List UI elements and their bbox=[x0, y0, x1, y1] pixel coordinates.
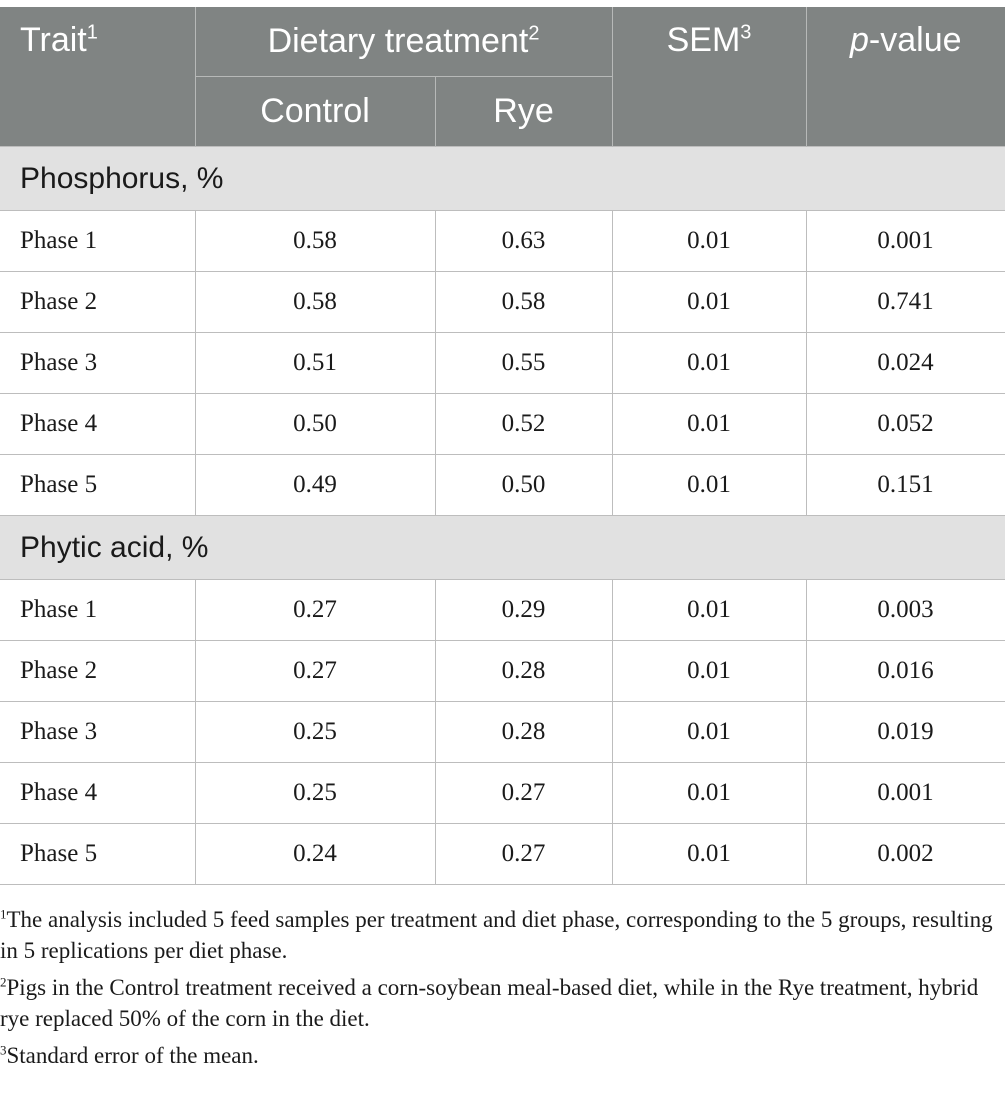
trait-cell: Phase 5 bbox=[0, 455, 195, 516]
control-cell: 0.25 bbox=[195, 702, 435, 763]
sem-cell: 0.01 bbox=[612, 455, 806, 516]
section-title: Phytic acid, % bbox=[0, 516, 1005, 580]
p-value-cell: 0.001 bbox=[806, 763, 1005, 824]
sem-cell: 0.01 bbox=[612, 763, 806, 824]
data-table bbox=[0, 7, 1005, 885]
rye-cell: 0.50 bbox=[435, 455, 612, 516]
rye-cell: 0.28 bbox=[435, 702, 612, 763]
sem-cell: 0.01 bbox=[612, 394, 806, 455]
footnotes bbox=[0, 904, 1000, 1077]
table-row bbox=[0, 580, 1005, 641]
rye-cell: 0.55 bbox=[435, 333, 612, 394]
control-cell: 0.27 bbox=[195, 580, 435, 641]
table-row bbox=[0, 763, 1005, 824]
p-value-cell: 0.151 bbox=[806, 455, 1005, 516]
footnote-1: $^1$The analysis included 5 feed samples per treatment and diet phase, corresponding to the 5 groups, resulting in 5 replications per diet phase. bbox=[0, 906, 993, 963]
control-cell: 0.25 bbox=[195, 763, 435, 824]
sem-cell: 0.01 bbox=[612, 641, 806, 702]
trait-cell: Phase 4 bbox=[0, 394, 195, 455]
table-row bbox=[0, 333, 1005, 394]
table-header bbox=[0, 7, 1005, 147]
section-title: Phosphorus, % bbox=[0, 147, 1005, 211]
p-value-cell: 0.001 bbox=[806, 211, 1005, 272]
rye-cell: 0.52 bbox=[435, 394, 612, 455]
footnote-2: $^2$Pigs in the Control treatment received a corn-soybean meal-based diet, while in the Rye treatment, hybrid rye replaced 50% of the corn in the diet. bbox=[0, 974, 979, 1031]
section-row bbox=[0, 516, 1005, 580]
p-value-cell: 0.016 bbox=[806, 641, 1005, 702]
trait-cell: Phase 3 bbox=[0, 702, 195, 763]
p-value-cell: 0.741 bbox=[806, 272, 1005, 333]
table-row bbox=[0, 394, 1005, 455]
trait-cell: Phase 2 bbox=[0, 641, 195, 702]
control-column-header: Control bbox=[195, 77, 435, 147]
section-row bbox=[0, 147, 1005, 211]
sem-cell: 0.01 bbox=[612, 272, 806, 333]
sem-cell: 0.01 bbox=[612, 824, 806, 885]
control-cell: 0.50 bbox=[195, 394, 435, 455]
control-cell: 0.49 bbox=[195, 455, 435, 516]
p-value-cell: 0.002 bbox=[806, 824, 1005, 885]
trait-cell: Phase 4 bbox=[0, 763, 195, 824]
control-cell: 0.51 bbox=[195, 333, 435, 394]
sem-cell: 0.01 bbox=[612, 211, 806, 272]
trait-cell: Phase 1 bbox=[0, 580, 195, 641]
footnote-3: $^3$Standard error of the mean. bbox=[0, 1042, 259, 1068]
table-row bbox=[0, 211, 1005, 272]
trait-column-header: Trait$^1$ bbox=[0, 7, 195, 147]
control-cell: 0.58 bbox=[195, 272, 435, 333]
p-value-cell: 0.052 bbox=[806, 394, 1005, 455]
trait-cell: Phase 1 bbox=[0, 211, 195, 272]
table-row bbox=[0, 272, 1005, 333]
rye-cell: 0.27 bbox=[435, 763, 612, 824]
p-value-cell: 0.019 bbox=[806, 702, 1005, 763]
p-value-cell: 0.003 bbox=[806, 580, 1005, 641]
sem-cell: 0.01 bbox=[612, 702, 806, 763]
table-row bbox=[0, 455, 1005, 516]
control-cell: 0.27 bbox=[195, 641, 435, 702]
rye-cell: 0.29 bbox=[435, 580, 612, 641]
table-row bbox=[0, 702, 1005, 763]
control-cell: 0.58 bbox=[195, 211, 435, 272]
dietary-treatment-header: Dietary treatment$^2$ bbox=[195, 7, 612, 77]
rye-column-header: Rye bbox=[435, 77, 612, 147]
rye-cell: 0.27 bbox=[435, 824, 612, 885]
trait-cell: Phase 3 bbox=[0, 333, 195, 394]
rye-cell: 0.28 bbox=[435, 641, 612, 702]
table-row bbox=[0, 824, 1005, 885]
rye-cell: 0.63 bbox=[435, 211, 612, 272]
table-body bbox=[0, 147, 1005, 885]
control-cell: 0.24 bbox=[195, 824, 435, 885]
sem-cell: 0.01 bbox=[612, 333, 806, 394]
rye-cell: 0.58 bbox=[435, 272, 612, 333]
p-value-column-header: p-value bbox=[806, 7, 1005, 147]
trait-cell: Phase 5 bbox=[0, 824, 195, 885]
table-row bbox=[0, 641, 1005, 702]
sem-cell: 0.01 bbox=[612, 580, 806, 641]
p-value-cell: 0.024 bbox=[806, 333, 1005, 394]
trait-cell: Phase 2 bbox=[0, 272, 195, 333]
sem-column-header: SEM$^3$ bbox=[612, 7, 806, 147]
